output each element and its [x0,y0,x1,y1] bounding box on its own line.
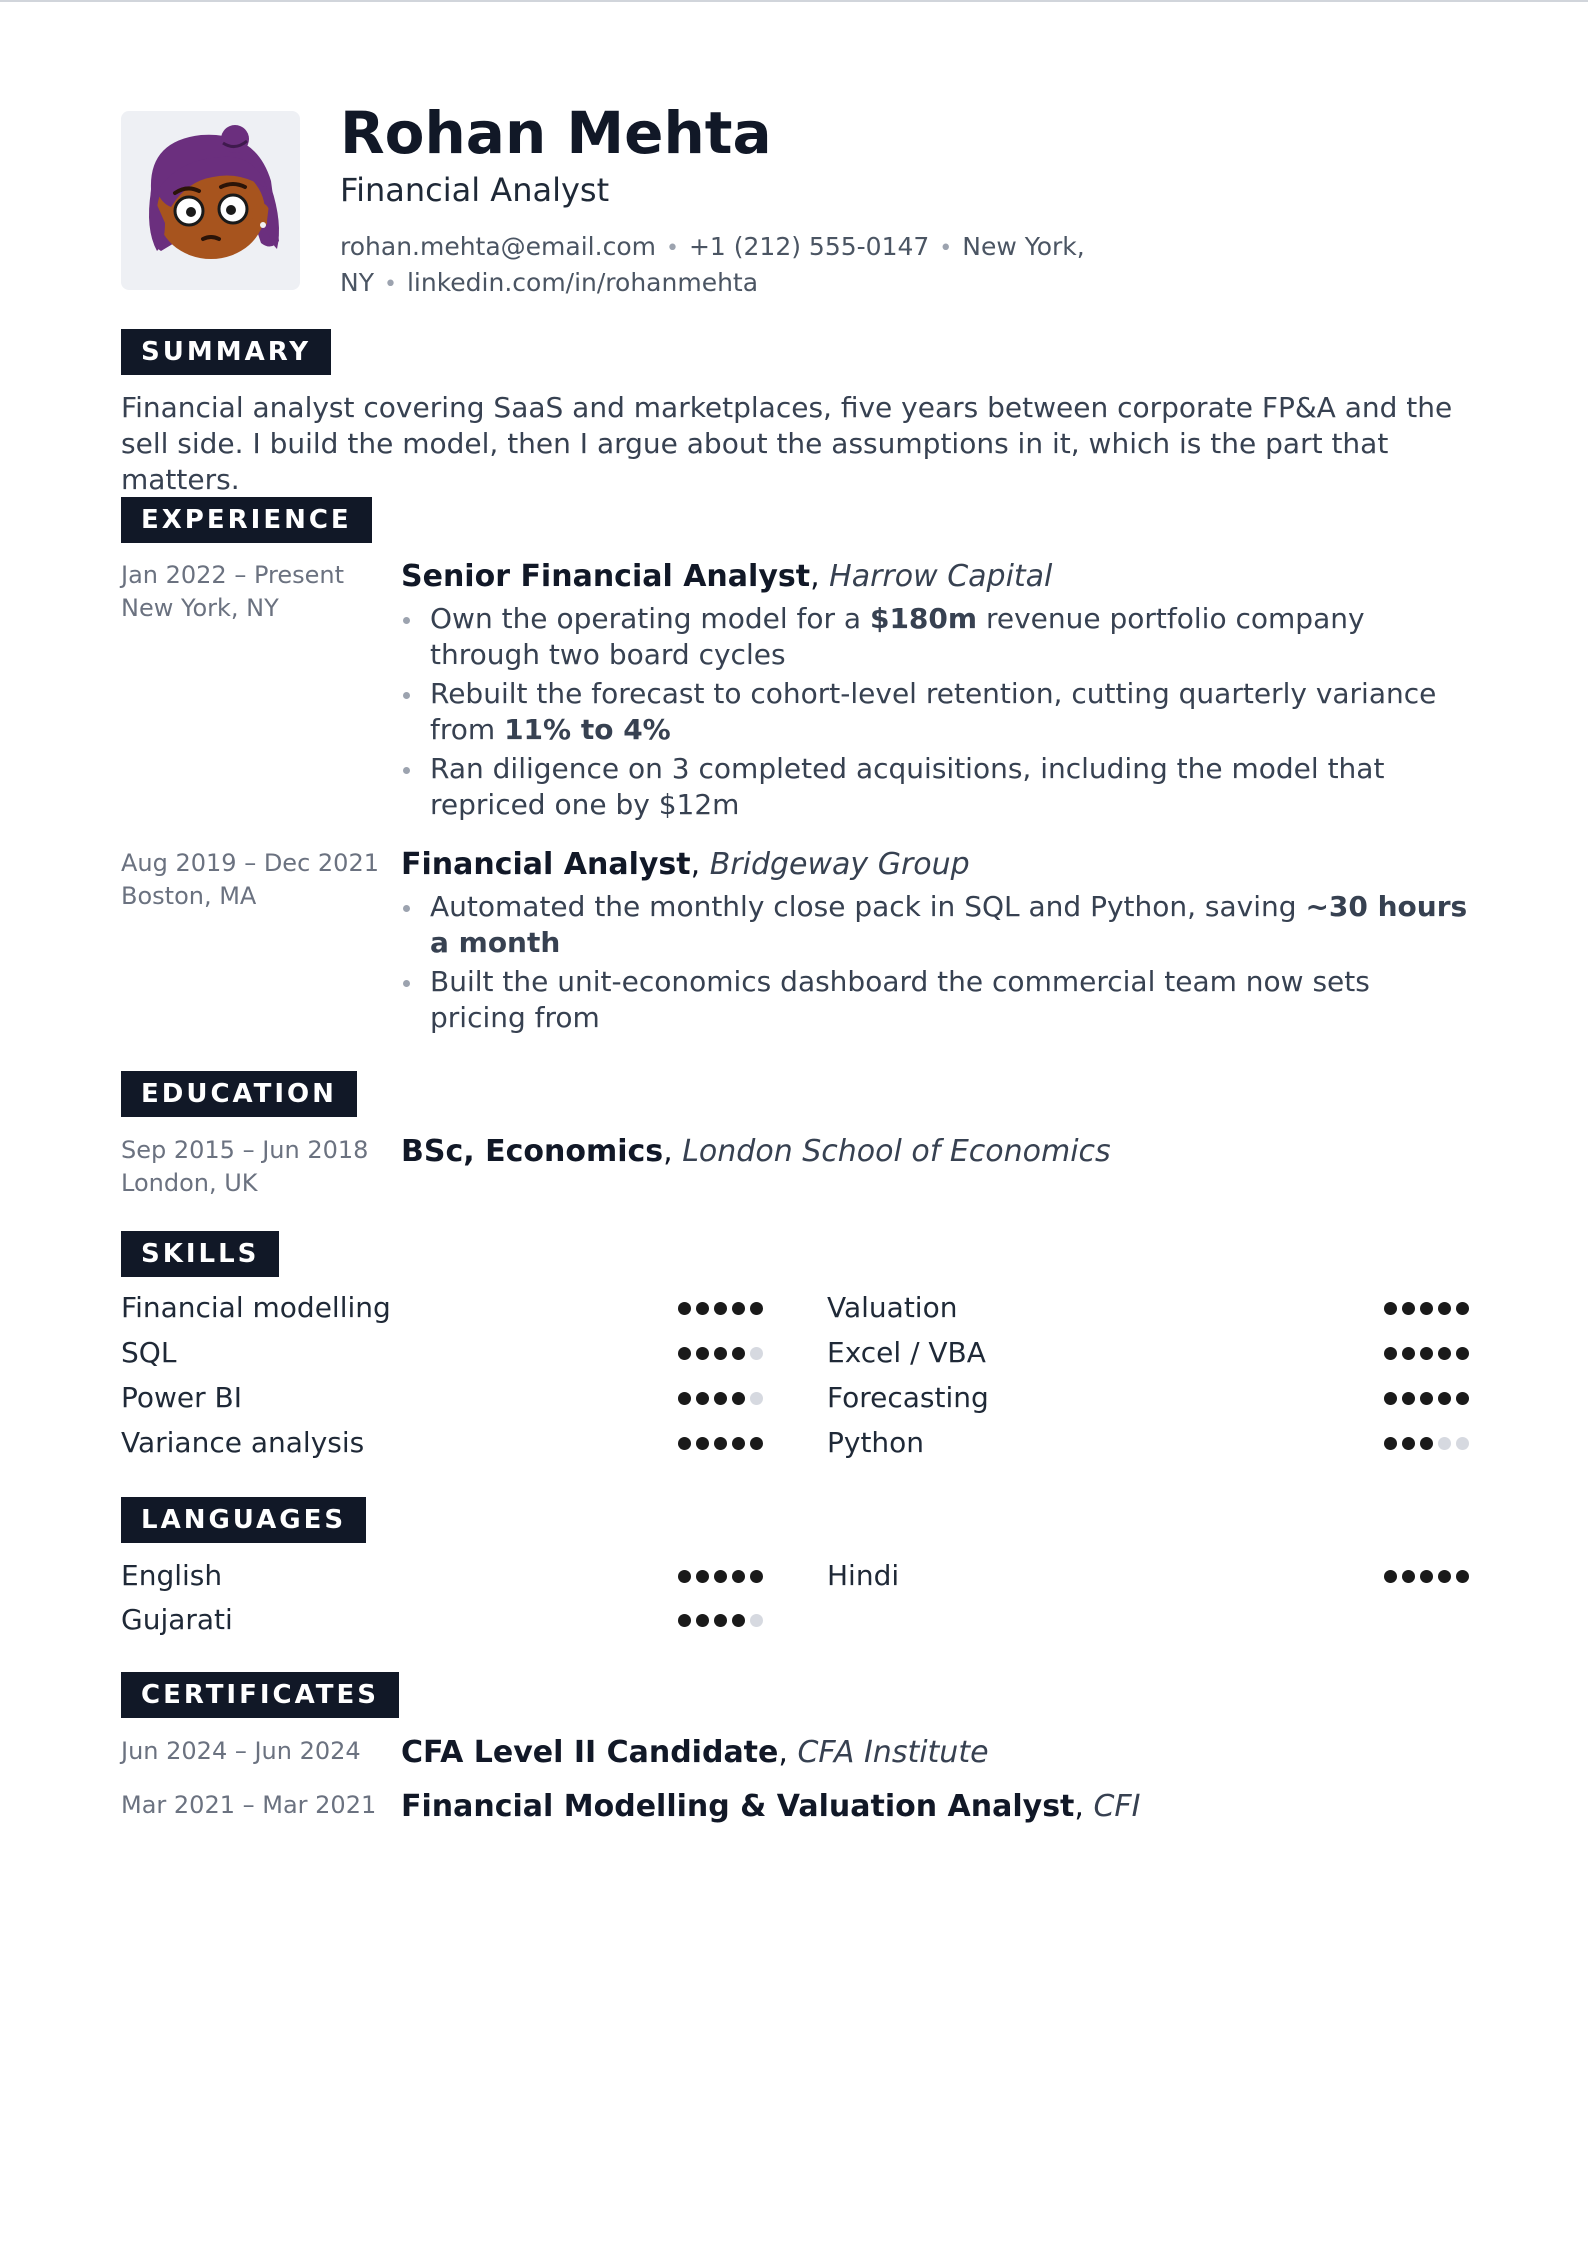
rating-dot-filled [1456,1570,1469,1583]
candidate-title: Financial Analyst [340,171,610,209]
rating-dot-filled [1384,1347,1397,1360]
entry-dates: Jun 2024 – Jun 2024 [121,1737,361,1765]
rating-dot-filled [714,1392,727,1405]
skill-name: Financial modelling [121,1291,391,1324]
skill-rating [1384,1347,1469,1360]
bullet-list [401,601,1471,823]
rating-dot-filled [714,1614,727,1627]
rating-dot-filled [714,1437,727,1450]
rating-dot-filled [750,1437,763,1450]
rating-dot-filled [1402,1570,1415,1583]
entry-body [401,1735,1471,1771]
rating-dot-filled [732,1392,745,1405]
rating-dot-empty [750,1392,763,1405]
separator-dot: • [939,236,953,261]
rating-dot-filled [1438,1302,1451,1315]
rating-dot-filled [1420,1570,1433,1583]
section-heading-languages: LANGUAGES [121,1497,366,1543]
skill-row [121,1288,1471,1328]
rating-dot-filled [1402,1347,1415,1360]
separator-dot: • [383,272,397,297]
phone-text: +1 (212) 555-0147 [688,232,930,261]
skill-name: Python [827,1426,925,1459]
language-rating [678,1614,763,1627]
skill-item [121,1423,761,1463]
candidate-name: Rohan Mehta [340,99,772,167]
rating-dot-empty [750,1614,763,1627]
entry-heading: BSc, Economics, London School of Economics [401,1134,1111,1169]
location-text: New York, NY [340,232,1085,297]
language-name: English [121,1559,223,1592]
rating-dot-filled [1456,1302,1469,1315]
language-item [827,1556,1467,1596]
entry-meta [121,847,391,913]
language-rating [678,1570,763,1583]
entry-body [401,1134,1471,1170]
entry-body [401,559,1471,826]
language-item [121,1556,761,1596]
entry-location: London, UK [121,1169,258,1197]
rating-dot-empty [750,1347,763,1360]
rating-dot-filled [678,1437,691,1450]
skill-item [827,1288,1467,1328]
rating-dot-filled [678,1302,691,1315]
rating-dot-filled [1402,1392,1415,1405]
certificate-issuer: CFI [1093,1789,1141,1824]
rating-dot-filled [1456,1347,1469,1360]
rating-dot-filled [732,1347,745,1360]
job-title: Financial Analyst [401,847,691,882]
language-row [121,1556,1471,1596]
bullet-item: Rebuilt the forecast to cohort-level retention, cutting quarterly variance from 11% to 4% [401,676,1471,748]
rating-dot-filled [714,1302,727,1315]
rating-dot-empty [1438,1437,1451,1450]
entry-heading: Financial Analyst, Bridgeway Group [401,847,970,882]
language-name: Hindi [827,1559,900,1592]
skill-item [121,1333,761,1373]
rating-dot-filled [678,1614,691,1627]
avatar [121,111,300,290]
cartoon-avatar-icon [121,111,300,290]
skill-name: Variance analysis [121,1426,365,1459]
certificate-name: CFA Level II Candidate [401,1735,779,1770]
skill-name: Excel / VBA [827,1336,986,1369]
rating-dot-empty [1456,1437,1469,1450]
skill-item [827,1378,1467,1418]
entry-dates: Jan 2022 – Present [121,561,345,589]
rating-dot-filled [696,1570,709,1583]
degree-name: BSc, Economics [401,1134,664,1169]
rating-dot-filled [678,1392,691,1405]
contact-info [340,230,1100,302]
certificate-issuer: CFA Institute [797,1735,989,1770]
language-item [121,1600,761,1640]
entry-heading: CFA Level II Candidate, CFA Institute [401,1735,989,1770]
section-heading-education: EDUCATION [121,1071,357,1117]
rating-dot-filled [696,1302,709,1315]
skill-rating [678,1347,763,1360]
rating-dot-filled [696,1437,709,1450]
rating-dot-filled [1420,1347,1433,1360]
skill-item [121,1288,761,1328]
rating-dot-filled [1420,1437,1433,1450]
skill-name: Power BI [121,1381,243,1414]
skill-rating [678,1392,763,1405]
rating-dot-filled [1384,1302,1397,1315]
skill-item [827,1423,1467,1463]
entry-dates: Sep 2015 – Jun 2018 [121,1136,369,1164]
skill-row [121,1423,1471,1463]
rating-dot-filled [1384,1392,1397,1405]
rating-dot-filled [1438,1570,1451,1583]
rating-dot-filled [1438,1347,1451,1360]
entry-location: New York, NY [121,594,279,622]
rating-dot-filled [1384,1437,1397,1450]
skill-name: Forecasting [827,1381,989,1414]
skill-name: Valuation [827,1291,958,1324]
bullet-item: Own the operating model for a $180m revenue portfolio company through two board cycles [401,601,1471,673]
rating-dot-filled [1402,1302,1415,1315]
rating-dot-filled [732,1614,745,1627]
resume-header [121,99,1471,297]
rating-dot-filled [1402,1437,1415,1450]
rating-dot-filled [696,1347,709,1360]
rating-dot-filled [678,1347,691,1360]
skill-rating [1384,1392,1469,1405]
rating-dot-filled [714,1570,727,1583]
school-name: London School of Economics [682,1134,1111,1169]
section-heading-certificates: CERTIFICATES [121,1672,399,1718]
rating-dot-filled [750,1302,763,1315]
rating-dot-filled [1456,1392,1469,1405]
skill-row [121,1378,1471,1418]
rating-dot-filled [750,1570,763,1583]
entry-meta [121,559,391,625]
rating-dot-filled [732,1437,745,1450]
skill-rating [1384,1437,1469,1450]
bullet-item: Automated the monthly close pack in SQL and Python, saving ~30 hours a month [401,889,1471,961]
section-heading-summary: SUMMARY [121,329,331,375]
skill-rating [678,1302,763,1315]
rating-dot-filled [732,1302,745,1315]
entry-heading: Financial Modelling & Valuation Analyst, CFI [401,1789,1141,1824]
rating-dot-filled [1438,1392,1451,1405]
separator-dot: • [665,236,679,261]
rating-dot-filled [1420,1392,1433,1405]
skill-item [827,1333,1467,1373]
entry-location: Boston, MA [121,882,257,910]
bullet-item: Ran diligence on 3 completed acquisitions, including the model that repriced one by $12m [401,751,1471,823]
certificate-name: Financial Modelling & Valuation Analyst [401,1789,1075,1824]
linkedin-link[interactable]: linkedin.com/in/rohanmehta [406,268,759,297]
bullet-item: Built the unit-economics dashboard the commercial team now sets pricing from [401,964,1471,1036]
entry-body [401,847,1471,1039]
entry-heading: Senior Financial Analyst, Harrow Capital [401,559,1053,594]
company-name: Harrow Capital [829,559,1053,594]
skill-rating [1384,1302,1469,1315]
rating-dot-filled [714,1347,727,1360]
job-title: Senior Financial Analyst [401,559,811,594]
entry-meta [121,1134,391,1200]
language-row [121,1600,1471,1640]
rating-dot-filled [732,1570,745,1583]
email-link[interactable]: rohan.mehta@email.com [340,232,656,261]
bullet-list [401,889,1471,1036]
language-rating [1384,1570,1469,1583]
language-name: Gujarati [121,1603,233,1636]
skill-row [121,1333,1471,1373]
section-heading-experience: EXPERIENCE [121,497,372,543]
rating-dot-filled [678,1570,691,1583]
entry-body [401,1789,1471,1825]
skill-rating [678,1437,763,1450]
entry-dates: Aug 2019 – Dec 2021 [121,849,379,877]
entry-dates: Mar 2021 – Mar 2021 [121,1791,377,1819]
rating-dot-filled [696,1614,709,1627]
skill-item [121,1378,761,1418]
summary-text: Financial analyst covering SaaS and marketplaces, five years between corporate FP&A and the sell side. I build the model, then I argue about the assumptions in it, which is the part that matters. [121,391,1453,496]
rating-dot-filled [1384,1570,1397,1583]
page-top-border [0,0,1588,2]
section-heading-skills: SKILLS [121,1231,279,1277]
rating-dot-filled [696,1392,709,1405]
skill-name: SQL [121,1336,177,1369]
rating-dot-filled [1420,1302,1433,1315]
company-name: Bridgeway Group [709,847,970,882]
